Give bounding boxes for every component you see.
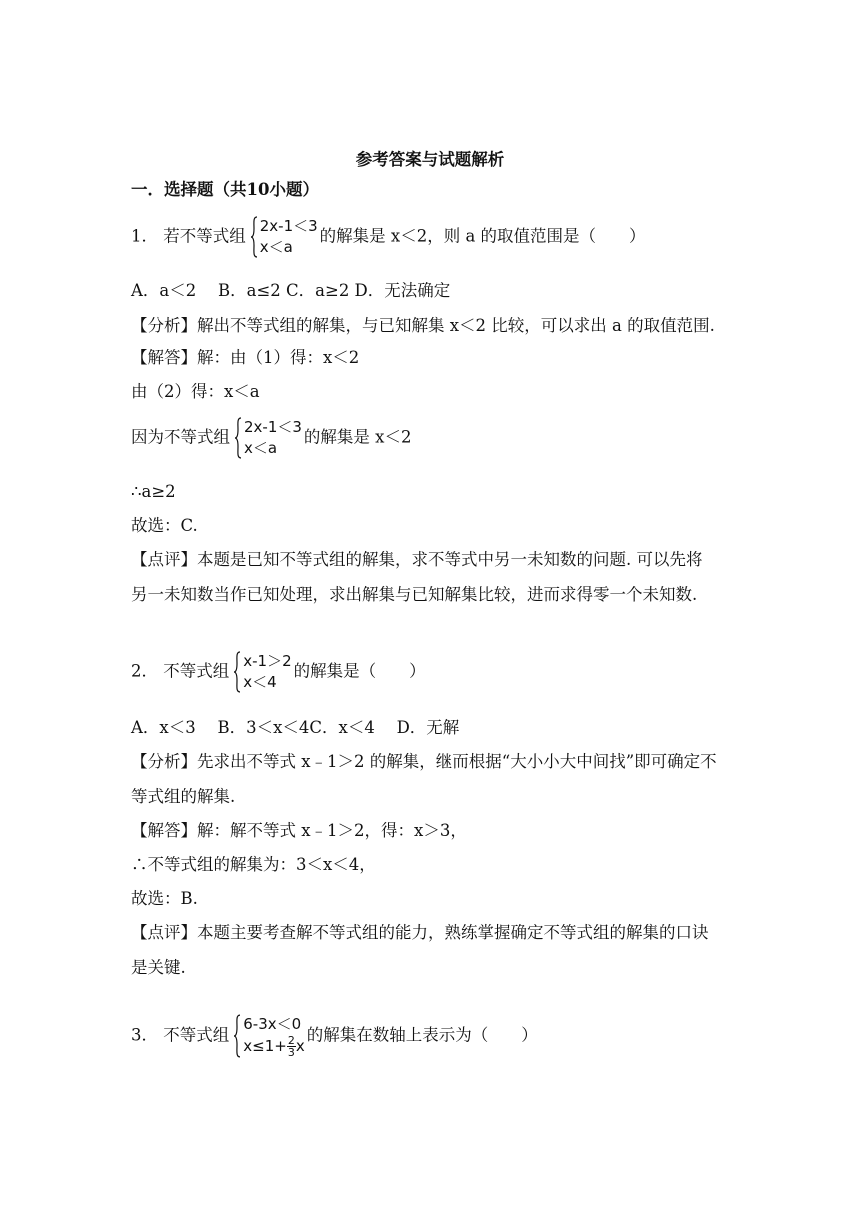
brace-icon [233, 651, 241, 693]
fraction [287, 1035, 296, 1058]
question-2-answer-line-2: ∴不等式组的解集为：3＜x＜4， [131, 855, 376, 874]
question-2-suffix: 的解集是（ ） [293, 661, 426, 681]
question-2-choose: 故选：B. [131, 889, 198, 908]
question-1-options: A．a＜2 B．a≤2 C．a≥2 D．无法确定 [131, 281, 451, 300]
brace-icon [234, 417, 242, 459]
system-row-2 [243, 1035, 304, 1058]
system-row-2: x＜4 [243, 673, 277, 691]
question-1-comment-line-1: 【点评】本题是已知不等式组的解集，求不等式中另一未知数的问题. 可以先将 [131, 550, 703, 569]
question-2-analysis-line-2: 等式组的解集. [131, 787, 236, 806]
system-row-2: x＜a [244, 439, 278, 457]
because-prefix: 因为不等式组 [131, 427, 230, 447]
question-3-prefix: 3． 不等式组 [131, 1025, 230, 1045]
question-1-prefix: 1． 若不等式组 [131, 226, 246, 246]
section-heading: 一．选择题（共10小题） [131, 180, 319, 199]
because-suffix: 的解集是 x＜2 [303, 427, 412, 447]
question-1-analysis: 【分析】解出不等式组的解集，与已知解集 x＜2 比较，可以求出 a 的取值范围. [131, 316, 715, 335]
question-3 [131, 1014, 538, 1058]
question-2 [131, 651, 426, 693]
question-1-answer-line-1: 【解答】解：由（1）得：x＜2 [131, 348, 360, 367]
question-2-comment-line-1: 【点评】本题主要考查解不等式组的能力，熟练掌握确定不等式组的解集的口诀 [131, 923, 709, 942]
question-3-suffix: 的解集在数轴上表示为（ ） [306, 1025, 538, 1045]
inequality-system [250, 216, 318, 258]
inequality-system [233, 1014, 304, 1058]
fraction-denominator: 3 [287, 1046, 295, 1059]
inequality-system [233, 651, 291, 693]
question-2-answer-line-1: 【解答】解：解不等式 x﹣1＞2，得：x＞3， [131, 821, 467, 840]
system-row-2-right: x [295, 1037, 305, 1055]
system-row-1: x-1＞2 [243, 652, 292, 670]
system-row-2: x＜a [259, 238, 293, 256]
question-2-analysis-line-1: 【分析】先求出不等式 x﹣1＞2 的解集，继而根据“大小小大中间找”即可确定不 [131, 752, 717, 771]
question-1-because [131, 417, 411, 459]
question-2-comment-line-2: 是关键. [131, 958, 186, 977]
brace-icon [233, 1014, 241, 1058]
fraction-numerator: 2 [287, 1034, 295, 1047]
question-1-answer-line-2: 由（2）得：x＜a [131, 382, 260, 401]
brace-icon [250, 216, 258, 258]
system-row-1: 6-3x＜0 [243, 1015, 302, 1033]
question-1-choose: 故选：C. [131, 516, 198, 535]
question-2-prefix: 2． 不等式组 [131, 661, 230, 681]
question-1 [131, 216, 646, 258]
question-1-suffix: 的解集是 x＜2，则 a 的取值范围是（ ） [319, 226, 646, 246]
inequality-system [234, 417, 302, 459]
system-row-1: 2x-1＜3 [244, 418, 302, 436]
question-1-comment-line-2: 另一未知数当作已知处理，求出解集与已知解集比较，进而求得零一个未知数. [131, 585, 698, 604]
system-row-1: 2x-1＜3 [259, 217, 318, 235]
page-title: 参考答案与试题解析 [355, 150, 505, 169]
question-1-therefore: ∴a≥2 [131, 482, 176, 501]
question-2-options: A．x＜3 B．3＜x＜4C．x＜4 D．无解 [131, 718, 460, 737]
system-row-2-left: x≤1+ [243, 1037, 287, 1055]
